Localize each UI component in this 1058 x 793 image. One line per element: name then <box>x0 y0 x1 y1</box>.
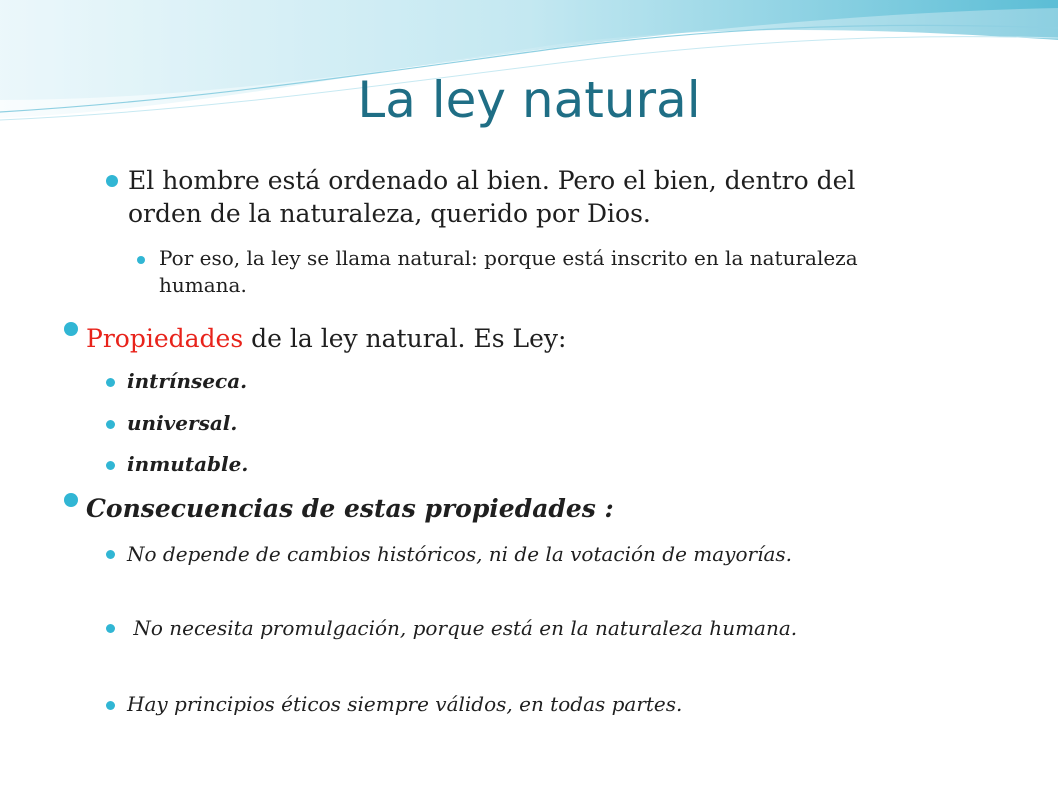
sub-bullet-dot <box>137 256 145 264</box>
slide-title: La ley natural <box>357 71 701 129</box>
sub-bullet-dot <box>106 550 115 559</box>
bullet-dot <box>64 493 78 507</box>
bullet-dot <box>64 322 78 336</box>
sub-bullet-text: No necesita promulgación, porque está en la naturaleza humana. <box>127 616 798 640</box>
bullet-text: Consecuencias de estas propiedades : <box>86 494 614 523</box>
sub-bullet-dot <box>106 378 115 387</box>
sub-bullet-dot <box>106 701 115 710</box>
sub-bullet-text: Por eso, la ley se llama natural: porque está inscrito en la naturaleza humana. <box>159 246 858 297</box>
sub-bullet-dot <box>106 624 115 633</box>
bullet-text <box>86 322 966 355</box>
bullet-dot <box>106 175 118 187</box>
bullet-text-rest: de la ley natural. Es Ley: <box>243 324 567 353</box>
sub-bullet-text: Hay principios éticos siempre válidos, en todas partes. <box>127 692 683 716</box>
bullet-text: El hombre está ordenado al bien. Pero el bien, dentro del orden de la naturaleza, querido por Dios. <box>128 166 856 228</box>
sub-bullet-dot <box>106 461 115 470</box>
sub-bullet-dot <box>106 420 115 429</box>
sub-bullet-text: No depende de cambios históricos, ni de la votación de mayorías. <box>127 542 793 566</box>
sub-bullet-text: universal. <box>127 411 238 435</box>
sub-bullet-text: intrínseca. <box>127 369 248 393</box>
highlight-propiedades: Propiedades <box>86 324 244 353</box>
sub-bullet-text: inmutable. <box>127 452 249 476</box>
